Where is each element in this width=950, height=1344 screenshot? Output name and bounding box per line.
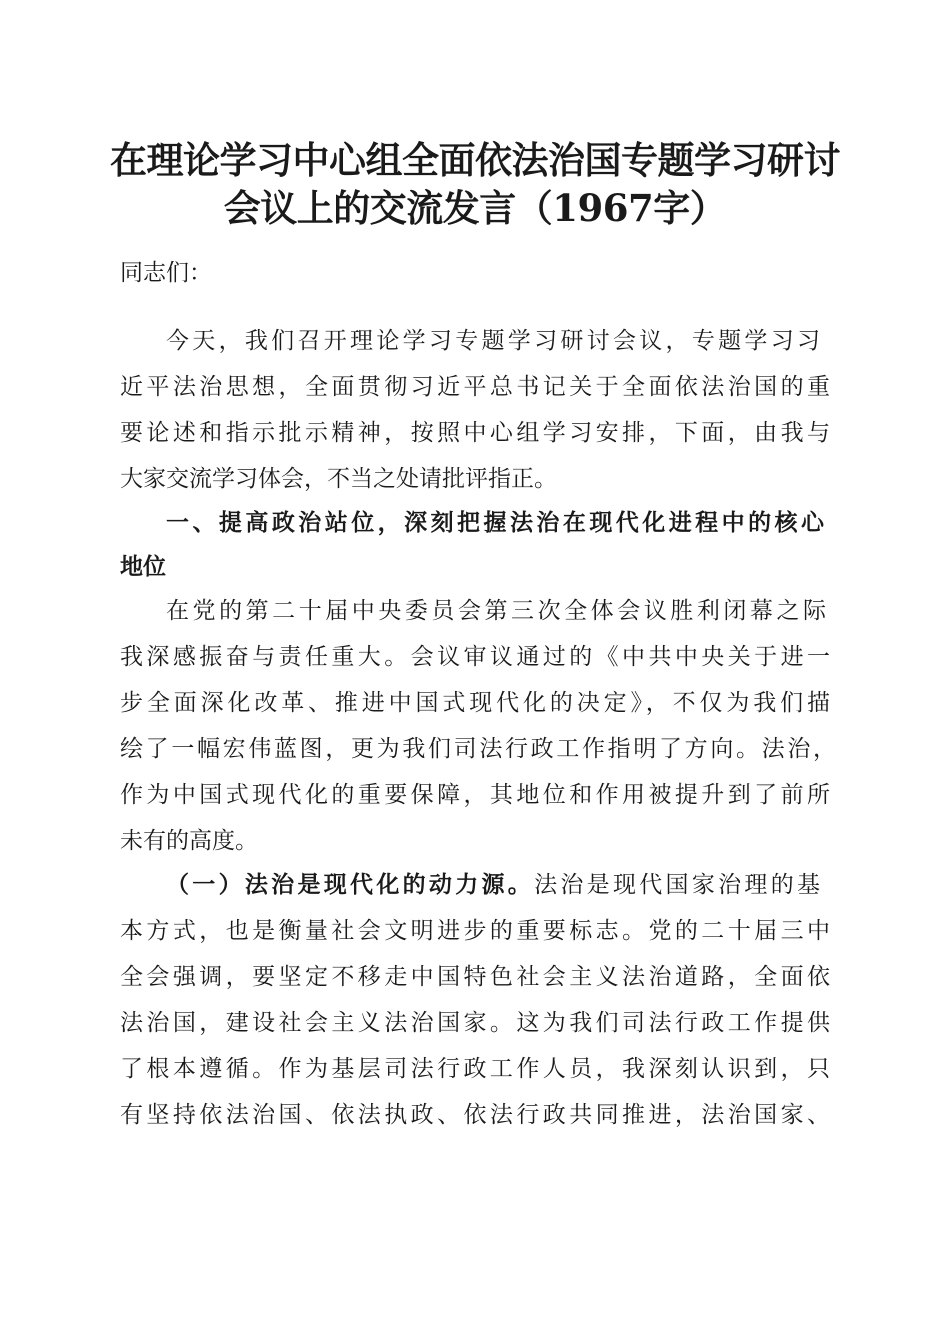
section-1-heading-line: 地位 bbox=[120, 554, 166, 580]
subsection-1-line: 了根本遵循。作为基层司法行政工作人员，我深刻认识到，只 bbox=[120, 1056, 830, 1082]
subsection-1-line: 有坚持依法治国、依法执政、依法行政共同推进，法治国家、 bbox=[120, 1102, 830, 1128]
section-1-paragraph-line: 我深感振奋与责任重大。会议审议通过的《中共中央关于进一 bbox=[120, 644, 830, 670]
section-1-paragraph-line: 在党的第二十届中央委员会第三次全体会议胜利闭幕之际 bbox=[166, 598, 826, 624]
subsection-1-line: 全会强调，要坚定不移走中国特色社会主义法治道路，全面依 bbox=[120, 964, 830, 990]
subsection-1-lead: （一）法治是现代化的动力源。 bbox=[166, 872, 535, 898]
salutation: 同志们： bbox=[120, 260, 212, 286]
section-1-paragraph-line: 未有的高度。 bbox=[120, 828, 258, 854]
section-1-paragraph-line: 绘了一幅宏伟蓝图，更为我们司法行政工作指明了方向。法治， bbox=[120, 736, 836, 762]
document-title-line-2: 会议上的交流发言（1967字） bbox=[223, 186, 727, 230]
intro-line: 大家交流学习体会，不当之处请批评指正。 bbox=[120, 466, 557, 492]
section-1-paragraph-line: 作为中国式现代化的重要保障，其地位和作用被提升到了前所 bbox=[120, 782, 830, 808]
intro-line: 要论述和指示批示精神，按照中心组学习安排，下面，由我与 bbox=[120, 420, 830, 446]
document-title-line-1: 在理论学习中心组全面依法治国专题学习研讨 bbox=[110, 138, 840, 182]
subsection-1-line: 本方式，也是衡量社会文明进步的重要标志。党的二十届三中 bbox=[120, 918, 830, 944]
section-1-paragraph-line: 步全面深化改革、推进中国式现代化的决定》，不仅为我们描 bbox=[120, 690, 830, 716]
subsection-1-line: 法治国，建设社会主义法治国家。这为我们司法行政工作提供 bbox=[120, 1010, 830, 1036]
subsection-1-first-line bbox=[166, 862, 820, 908]
intro-line: 今天，我们召开理论学习专题学习研讨会议，专题学习习 bbox=[166, 328, 820, 354]
section-1-heading-line: 一、提高政治站位，深刻把握法治在现代化进程中的核心 bbox=[166, 510, 824, 536]
intro-line: 近平法治思想，全面贯彻习近平总书记关于全面依法治国的重 bbox=[120, 374, 830, 400]
subsection-1-first-line-rest: 法治是现代国家治理的基 bbox=[534, 872, 821, 898]
